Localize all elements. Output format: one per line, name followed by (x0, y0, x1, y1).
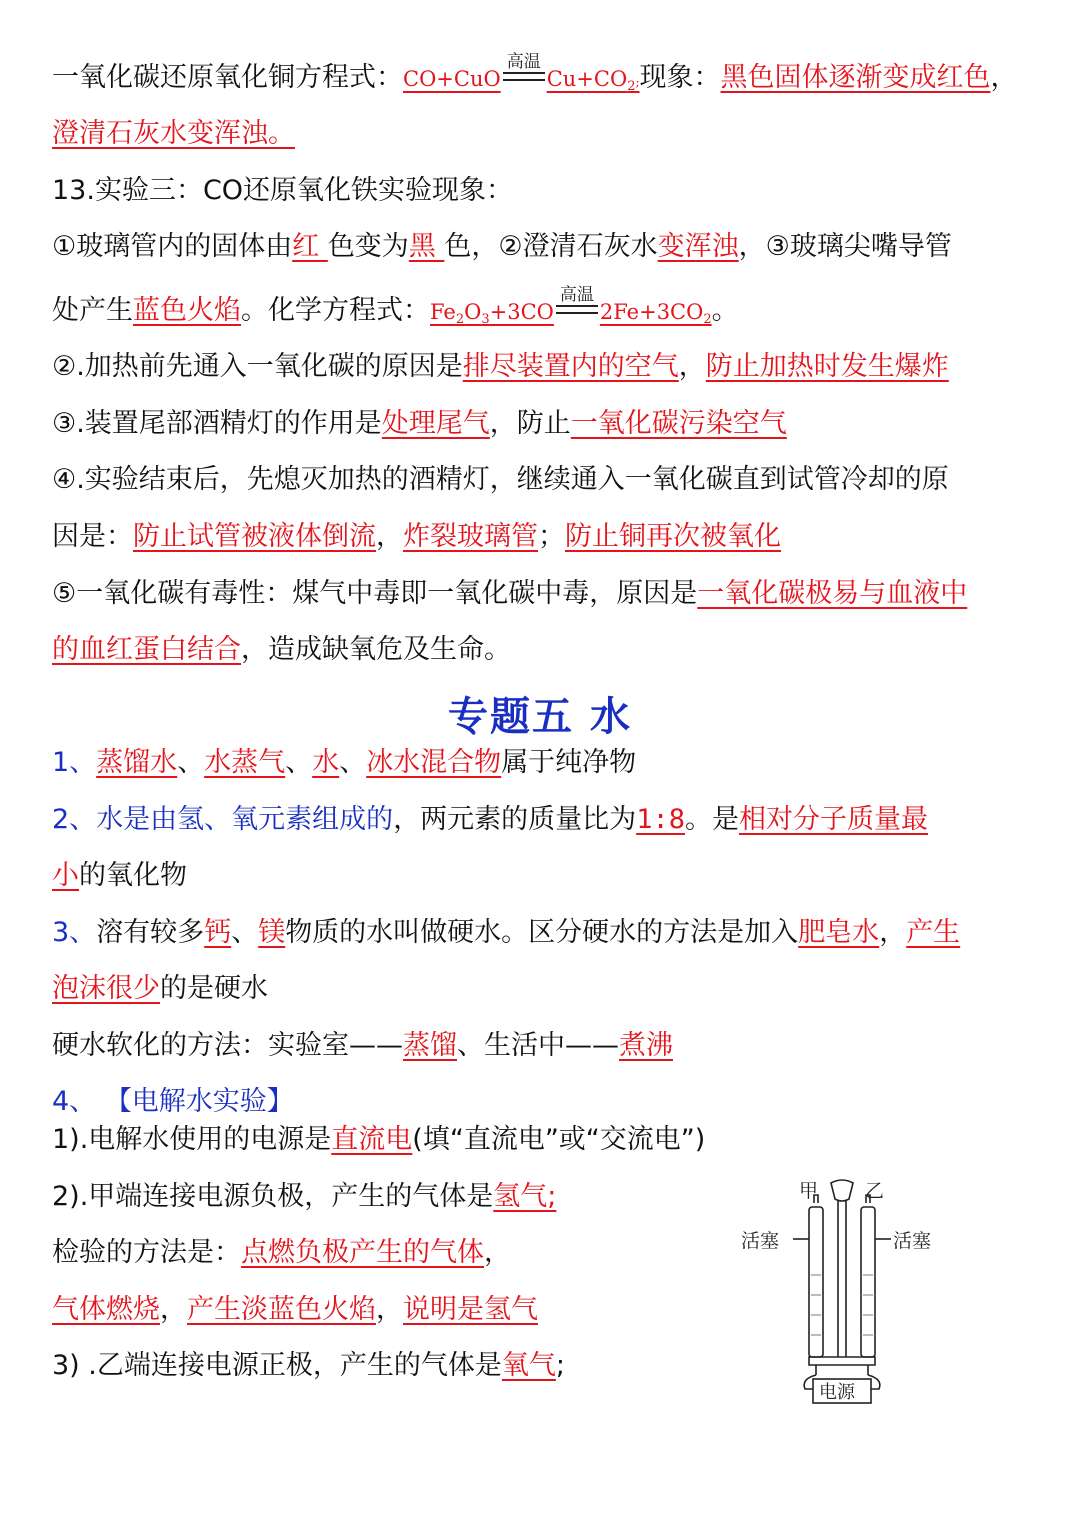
text: ， (484, 1237, 511, 1268)
answer: 肥皂水 (798, 917, 880, 948)
answer: 黑 (408, 231, 445, 262)
text: ①玻璃管内的固体由 (52, 231, 293, 262)
text: 、生活中—— (457, 1030, 619, 1061)
answer: 处理尾气 (381, 408, 490, 439)
line-9 (52, 517, 781, 557)
condition-label: 高温 (559, 285, 594, 305)
bottom-connector (809, 1357, 875, 1365)
answer: 冰水混合物 (366, 747, 502, 778)
text: 、 (339, 747, 367, 778)
text: 、 (177, 747, 205, 778)
text: ， (376, 521, 403, 552)
answer: 产生淡蓝色火焰 (187, 1294, 376, 1325)
line-4 (52, 227, 952, 267)
text: 色变为 (327, 231, 409, 262)
text: 检验的方法是： (52, 1237, 241, 1268)
answer: 一氧化碳极易与血液中 (697, 578, 968, 609)
fe2o3-equation (430, 285, 712, 327)
answer: 点燃负极产生的气体 (241, 1237, 484, 1268)
water-line-3 (52, 856, 187, 896)
ratio-answer: 1:8 (636, 804, 685, 835)
eq-tail: ; (635, 75, 640, 89)
line-11 (52, 630, 511, 670)
text: ，造成缺氧危及生命。 (241, 634, 511, 665)
answer: 氧气 (501, 1350, 556, 1381)
right-tube (861, 1207, 875, 1357)
answer: 防止试管被液体倒流 (133, 521, 376, 552)
text: 3) .乙端连接电源正极，产生的气体是 (52, 1350, 502, 1381)
answer: 防止加热时发生爆炸 (705, 351, 949, 382)
answer: 产生 (906, 917, 961, 948)
answer: 钙 (204, 917, 232, 948)
eq-part: 2Fe+3CO (599, 300, 704, 324)
text: 色，②澄清石灰水 (444, 231, 658, 262)
answer: 防止铜再次被氧化 (565, 521, 781, 552)
answer: 水蒸气 (204, 747, 286, 778)
label-valve-right: 活塞 (893, 1230, 932, 1252)
eq-right: Cu+CO (546, 67, 628, 91)
water-line-8 (52, 1120, 705, 1160)
answer: 红 (292, 231, 328, 262)
text: (填“直流电”或“交流电”) (412, 1124, 706, 1155)
subheading: 4、 【电解水实验】 (52, 1086, 294, 1117)
text: 属于纯净物 (501, 747, 637, 778)
text: 。 (711, 295, 739, 326)
answer: 煮沸 (619, 1030, 673, 1061)
label-power: 电源 (819, 1382, 855, 1403)
subscript: 3 (481, 312, 490, 327)
line-3 (52, 171, 513, 211)
text: 溶有较多 (96, 917, 205, 948)
text: 、 (285, 747, 313, 778)
answer: 黑色固体逐渐变成红色 (720, 62, 991, 93)
answer: 澄清石灰水变浑浊。 (52, 118, 295, 149)
line-6 (52, 347, 949, 387)
answer: 相对分子质量最 (738, 804, 928, 835)
answer: 蒸馏水 (96, 747, 178, 778)
text: ， (990, 62, 1018, 93)
water-line-9 (52, 1177, 556, 1217)
text: ，防止 (489, 408, 571, 439)
answer: 变浑浊 (657, 231, 739, 262)
answer: 排尽装置内的空气 (462, 351, 679, 382)
subscript: 2 (455, 312, 465, 327)
answer: 小 (52, 860, 79, 891)
item-number: 2、 (52, 804, 97, 835)
text: 1).电解水使用的电源是 (52, 1124, 332, 1155)
water-line-11 (52, 1290, 538, 1330)
answer: 蓝色火焰 (133, 295, 241, 326)
water-line-4 (52, 913, 960, 953)
text: ， (376, 1294, 403, 1325)
text: 现象： (639, 62, 721, 93)
line-10 (52, 574, 967, 614)
text: 物质的水叫做硬水。区分硬水的方法是加入 (285, 917, 799, 948)
condition-arrow (501, 52, 547, 86)
text: 2).甲端连接电源负极，产生的气体是 (52, 1181, 494, 1212)
answer: 氢气; (493, 1181, 557, 1212)
text: ⑤一氧化碳有毒性：煤气中毒即一氧化碳中毒，原因是 (52, 578, 698, 609)
line-7 (52, 404, 787, 444)
eq-left: CO+CuO (403, 67, 501, 91)
eq-part: O (464, 300, 482, 324)
text: 。是 (684, 804, 739, 835)
co-cuo-equation (403, 52, 640, 94)
answer: 一氧化碳污染空气 (570, 408, 787, 439)
water-line-10 (52, 1233, 511, 1273)
answer: 的血红蛋白结合 (52, 634, 241, 665)
right-wire (868, 1375, 880, 1389)
text: ; (555, 1350, 565, 1381)
answer: 说明是氢气 (403, 1294, 538, 1325)
line-2 (52, 114, 295, 154)
text: 一氧化碳还原氧化铜方程式： (52, 62, 403, 93)
condition-arrow (554, 285, 600, 319)
text: 的是硬水 (160, 973, 268, 1004)
section-title: 专题五 水 (448, 694, 632, 740)
text: 。化学方程式： (241, 295, 430, 326)
subscript: 2 (703, 312, 712, 327)
answer: 直流电 (331, 1124, 413, 1155)
water-line-6 (52, 1026, 673, 1066)
item-number: 3、 (52, 917, 97, 948)
co-cuo-equation-line (52, 52, 1018, 107)
text: ④.实验结束后，先熄灭加热的酒精灯，继续通入一氧化碳直到试管冷却的原 (52, 464, 949, 495)
answer: 炸裂玻璃管 (403, 521, 538, 552)
eq-part: +3CO (489, 300, 554, 324)
line-5 (52, 285, 739, 340)
text: 因是： (52, 521, 133, 552)
text: ②.加热前先通入一氧化碳的原因是 (52, 351, 463, 382)
answer: 水 (312, 747, 340, 778)
eq-part: Fe (430, 300, 456, 324)
text: 、 (231, 917, 259, 948)
water-line-1 (52, 743, 636, 783)
reservoir-funnel (831, 1180, 853, 1201)
equal-bars (503, 72, 545, 81)
text: 处产生 (52, 295, 133, 326)
line-8 (52, 460, 949, 500)
text: ， (160, 1294, 187, 1325)
label-yi: 乙 (865, 1180, 885, 1202)
condition-label: 高温 (506, 52, 541, 72)
item-number: 1、 (52, 747, 97, 778)
answer: 气体燃烧 (52, 1294, 160, 1325)
blue-text: 水是由氢、氧元素组成的 (96, 804, 394, 835)
left-tube (809, 1207, 823, 1357)
text: ， (678, 351, 706, 382)
text: 硬水软化的方法：实验室—— (52, 1030, 403, 1061)
text: ③.装置尾部酒精灯的作用是 (52, 408, 382, 439)
label-jia: 甲 (799, 1180, 819, 1202)
text: 的氧化物 (79, 860, 187, 891)
text: ， (879, 917, 907, 948)
label-valve-left: 活塞 (741, 1230, 780, 1252)
answer: 泡沫很少 (52, 973, 160, 1004)
text: ，③玻璃尖嘴导管 (738, 231, 952, 262)
water-line-5 (52, 969, 268, 1009)
answer: 镁 (258, 917, 286, 948)
equal-bars (556, 305, 598, 314)
electrolysis-apparatus-diagram (735, 1175, 950, 1405)
water-line-12 (52, 1346, 565, 1386)
water-line-7 (52, 1082, 294, 1122)
subscript: 2 (627, 79, 636, 94)
heading-text: 13.实验三：CO还原氧化铁实验现象： (52, 175, 514, 206)
left-wire (804, 1375, 816, 1389)
answer: 蒸馏 (403, 1030, 457, 1061)
water-line-2 (52, 800, 928, 840)
text: ，两元素的质量比为 (393, 804, 637, 835)
text: ； (538, 521, 565, 552)
